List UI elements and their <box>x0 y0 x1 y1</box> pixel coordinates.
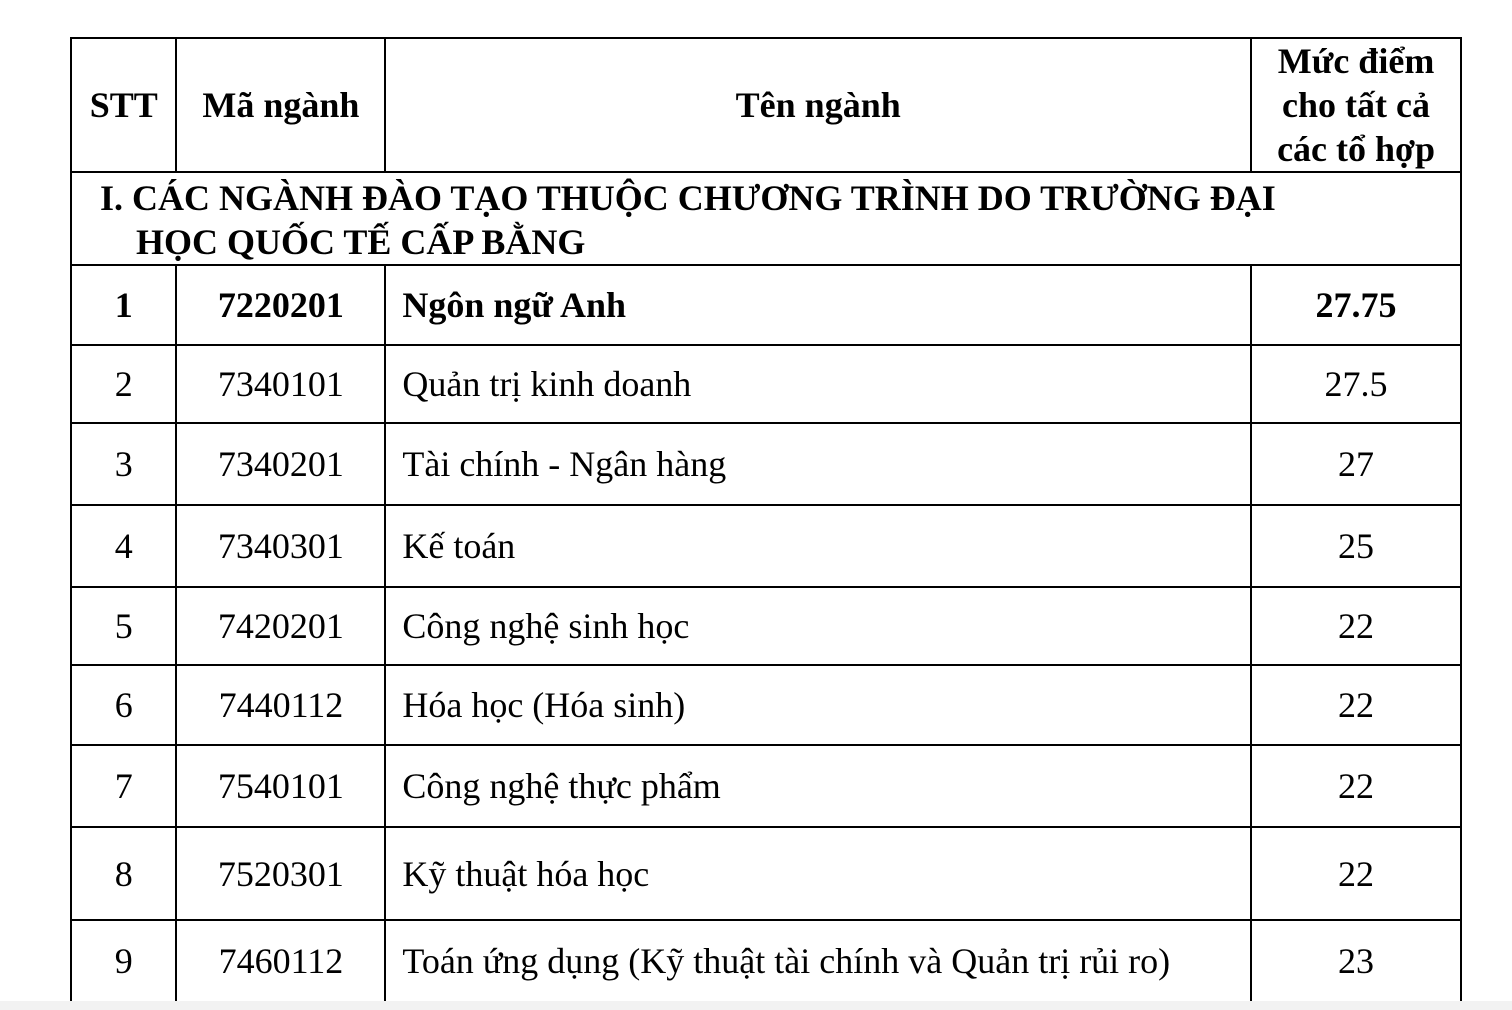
cell-code: 7340101 <box>176 345 385 423</box>
header-score-line3: các tổ hợp <box>1277 129 1435 169</box>
cell-stt: 3 <box>71 423 176 505</box>
section-row <box>71 172 1461 265</box>
table-row <box>71 745 1461 827</box>
table-row <box>71 505 1461 587</box>
cell-score: 23 <box>1251 920 1461 1002</box>
header-score <box>1251 38 1461 172</box>
cell-stt: 8 <box>71 827 176 920</box>
header-name: Tên ngành <box>385 38 1251 172</box>
table-row <box>71 265 1461 345</box>
cell-name: Toán ứng dụng (Kỹ thuật tài chính và Quản trị rủi ro) <box>385 920 1251 1002</box>
cell-stt: 5 <box>71 587 176 665</box>
cell-name: Quản trị kinh doanh <box>385 345 1251 423</box>
header-score-line2: cho tất cả <box>1282 85 1431 125</box>
cell-code: 7460112 <box>176 920 385 1002</box>
header-score-line1: Mức điểm <box>1277 41 1435 81</box>
cell-name: Công nghệ thực phẩm <box>385 745 1251 827</box>
cell-stt: 6 <box>71 665 176 745</box>
cell-score: 27.5 <box>1251 345 1461 423</box>
cell-score: 22 <box>1251 827 1461 920</box>
table-row <box>71 345 1461 423</box>
section-title-line1: I. CÁC NGÀNH ĐÀO TẠO THUỘC CHƯƠNG TRÌNH DO TRƯỜNG ĐẠI <box>100 177 1276 218</box>
table-row <box>71 920 1461 1002</box>
cell-code: 7440112 <box>176 665 385 745</box>
header-code: Mã ngành <box>176 38 385 172</box>
cell-name: Kỹ thuật hóa học <box>385 827 1251 920</box>
cell-code: 7420201 <box>176 587 385 665</box>
cell-code: 7220201 <box>176 265 385 345</box>
page-bottom-margin <box>0 1001 1512 1010</box>
cell-name: Tài chính - Ngân hàng <box>385 423 1251 505</box>
table-row <box>71 587 1461 665</box>
table-row <box>71 827 1461 920</box>
cell-code: 7340201 <box>176 423 385 505</box>
table-row <box>71 423 1461 505</box>
header-stt: STT <box>71 38 176 172</box>
cell-code: 7340301 <box>176 505 385 587</box>
admission-score-table <box>70 37 1462 1003</box>
cell-score: 22 <box>1251 745 1461 827</box>
header-row <box>71 38 1461 172</box>
table-row <box>71 665 1461 745</box>
cell-code: 7540101 <box>176 745 385 827</box>
cell-score: 25 <box>1251 505 1461 587</box>
cell-code: 7520301 <box>176 827 385 920</box>
cell-score: 27 <box>1251 423 1461 505</box>
section-title <box>71 172 1461 265</box>
cell-score: 22 <box>1251 665 1461 745</box>
cell-name: Kế toán <box>385 505 1251 587</box>
cell-name: Ngôn ngữ Anh <box>385 265 1251 345</box>
cell-stt: 2 <box>71 345 176 423</box>
cell-score: 22 <box>1251 587 1461 665</box>
cell-stt: 1 <box>71 265 176 345</box>
cell-name: Công nghệ sinh học <box>385 587 1251 665</box>
section-title-line2: HỌC QUỐC TẾ CẤP BẰNG <box>136 221 586 262</box>
cell-stt: 9 <box>71 920 176 1002</box>
cell-stt: 4 <box>71 505 176 587</box>
cell-name: Hóa học (Hóa sinh) <box>385 665 1251 745</box>
cell-stt: 7 <box>71 745 176 827</box>
cell-score: 27.75 <box>1251 265 1461 345</box>
